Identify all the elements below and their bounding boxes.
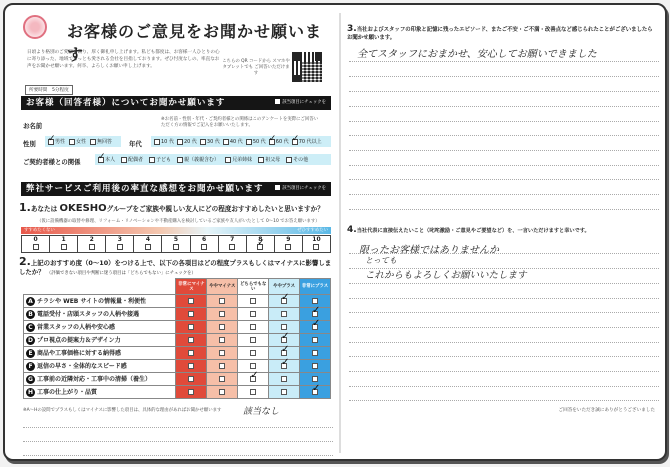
checkbox[interactable] [69,139,75,145]
answer-line[interactable] [349,150,659,151]
gender-options [45,136,121,147]
checkbox[interactable] [61,244,67,250]
q4-answer-line-3[interactable]: これからもよろしくお願いいたします [365,270,527,281]
checkbox[interactable] [246,139,252,145]
gender-option-female[interactable]: 女性 [69,138,86,145]
age-label: 年代 [129,140,142,148]
age-option-50[interactable]: 50 代 [246,138,266,145]
answer-line[interactable] [23,427,333,428]
name-label: お名前 [23,122,43,130]
checkbox[interactable] [188,337,194,343]
answer-line[interactable] [349,194,659,195]
checkbox[interactable] [149,157,155,163]
scale-option-4[interactable]: 4 [134,236,162,252]
checkbox-icon [275,185,280,190]
company-seal-icon [23,15,47,39]
q4-answer-line-1[interactable]: 限ったお客様ではありませんか [359,245,499,256]
checkbox[interactable] [188,311,194,317]
q4-title: 4.当社代表に直接伝えたいこと（叱咤激励・ご意見やご要望など）を、一言いただけますと幸いです。 [347,225,590,235]
checkbox[interactable] [188,389,194,395]
checkbox[interactable] [312,311,318,317]
checkbox[interactable] [177,157,183,163]
answer-line[interactable] [23,441,333,442]
checkbox[interactable] [154,139,160,145]
checkbox[interactable] [219,350,225,356]
checkbox[interactable] [281,350,287,356]
customer-section-title: お客様（回答者様）についてお聞かせ願います [26,98,226,108]
answer-line[interactable] [349,268,659,269]
relation-option-child[interactable]: 子ども [149,156,171,163]
checkbox-icon [275,99,280,104]
answer-line[interactable] [349,298,659,299]
answer-line[interactable] [349,327,659,328]
high-label: ぜひすすめたい [297,228,328,233]
relation-option-other[interactable]: その他 [286,156,308,163]
checkbox[interactable] [281,311,287,317]
relation-option-self[interactable]: ✓ 本人 [98,156,115,163]
checkbox[interactable] [188,324,194,330]
privacy-note: ※お名前・性別・年代・ご契約者様との関係はこのアンケートを実際にご回答いただく方の情報でご記入をお願いいたします。 [161,117,319,128]
checkbox[interactable] [250,324,256,330]
checkbox[interactable] [250,389,256,395]
checkbox[interactable] [281,376,287,382]
answer-line[interactable] [349,165,659,166]
col-neutral: どちらでもない [238,279,269,295]
scale-option-5[interactable]: 5 [162,236,190,252]
checkbox[interactable] [250,363,256,369]
checkbox[interactable] [219,376,225,382]
checkbox[interactable] [121,157,127,163]
right-panel [347,11,663,461]
checkbox[interactable] [177,139,183,145]
answer-line[interactable] [23,455,333,456]
q1-title: 1.あなたは OKESHOグループをご家族や親しい友人にどの程度おすすめしたいと思いますか？ [19,201,324,214]
col-very-negative: 非常にマイナス [176,279,207,295]
table-row: C 営業スタッフの人柄や安心感 ✓ [24,321,331,334]
checkbox[interactable] [188,350,194,356]
checkbox[interactable] [219,311,225,317]
table-row: F 返信の早さ・全体的なスピード感 ✓ [24,360,331,373]
service-section-header [21,182,331,196]
scale-option-10[interactable]: 10 [303,236,330,252]
recommend-scale-gradient [21,227,331,234]
checkbox[interactable] [98,157,104,163]
checkbox[interactable] [219,389,225,395]
checkbox[interactable] [257,244,263,250]
impact-table [23,278,331,399]
answer-line[interactable] [349,106,659,107]
scale-option-8[interactable] [247,236,275,252]
customer-section-header [21,96,331,110]
table-row: E 商品や工事価格に対する納得感 ✓ [24,347,331,360]
scale-option-0[interactable]: 0 [22,236,50,252]
thanks-text: ご回答をいただき誠にありがとうございました [558,408,655,413]
intro-text: 日頃より格別のご愛顧を賜り、厚く御礼申し上げます。私ども都度は、お客様一人ひとりの心に寄り添った、地域でもっとも愛される会社を目指しております。ぜひ忖度なしの、率直なお声をお聞かせ願います。何卒、よろしくお願い申し上げます。 [27,50,220,69]
checkbox[interactable] [117,244,123,250]
checkbox[interactable] [188,363,194,369]
checkbox[interactable] [145,244,151,250]
age-options [151,136,331,147]
scale-option-6[interactable]: 6 [191,236,219,252]
checkbox[interactable] [219,324,225,330]
answer-line[interactable] [349,76,659,77]
age-option-20[interactable]: 20 代 [177,138,197,145]
q3-answer[interactable]: 全てスタッフにおまかせ、安心してお願いできました [357,49,597,60]
checkbox[interactable] [312,389,318,395]
answer-line[interactable] [349,371,659,372]
checkbox[interactable] [89,244,95,250]
relation-options [95,154,331,165]
q2-footnote: ※A〜Hの設問でプラスもしくはマイナスに影響した項目は、具体的な理由があればお聞かせ願います [23,408,222,413]
low-label: すすめたくない [24,228,55,233]
relation-option-parent[interactable]: 親（義親含む） [177,156,219,163]
checkbox[interactable] [286,157,292,163]
q1-subtitle: （仮に設備機器の取替や修理、リフォーム・リノベーションや不動産購入を検討しているご家族や友人がいたとして 0〜10 でお答え願います） [37,219,320,224]
checkbox[interactable] [281,324,287,330]
checkbox[interactable] [250,311,256,317]
answer-line[interactable] [349,179,659,180]
recommend-scale [21,235,331,253]
checkbox[interactable] [312,350,318,356]
table-row: A チラシや WEB サイトの情報量・利便性 ✓ [24,295,331,308]
checkbox[interactable] [250,376,256,382]
checkbox[interactable] [219,337,225,343]
scale-option-1[interactable]: 1 [50,236,78,252]
table-row: B 電話受付・店頭スタッフの人柄や接遇 ✓ [24,308,331,321]
relation-option-spouse[interactable]: 配偶者 [121,156,143,163]
answer-line[interactable] [349,312,659,313]
answer-line[interactable] [349,121,659,122]
checkbox[interactable] [285,244,291,250]
answer-line[interactable] [349,386,659,387]
checkbox[interactable] [312,337,318,343]
age-option-30[interactable]: 30 代 [200,138,220,145]
q3-title: 3.当社およびスタッフの印象と記憶に残ったエピソード、またご不安・ご不満・改善点など感じられたことがございましたらお聞かせ願います。 [347,24,653,41]
relation-option-grandparent[interactable]: 祖父母 [258,156,280,163]
checkbox[interactable] [312,324,318,330]
answer-line[interactable] [349,342,659,343]
checkbox[interactable] [201,244,207,250]
checkbox[interactable] [292,139,298,145]
qr-note: こちらの QR コードから スマホやタブレットでも ご回答いただけます [222,59,290,76]
scale-option-7[interactable]: 7 [219,236,247,252]
age-option-70plus[interactable]: ✓ 70 代以上 [292,138,322,145]
gender-option-male[interactable]: ✓ 男性 [48,138,65,145]
relation-label: ご契約者様との関係 [23,158,81,166]
check-hint: 該当項目にチェックを [275,96,326,110]
checkbox[interactable] [269,139,275,145]
gender-option-none[interactable]: 無回答 [90,138,112,145]
checkbox[interactable] [219,363,225,369]
checkbox[interactable] [281,337,287,343]
answer-line[interactable] [349,253,659,254]
checkbox[interactable] [312,363,318,369]
age-option-40[interactable]: 40 代 [223,138,243,145]
table-row: G 工事前の近隣対応・工事中の清掃（養生） ✓ [24,373,331,386]
gender-label: 性別 [23,140,36,148]
col-slightly-positive: ややプラス [269,279,300,295]
q2-title: 2.上記のおすすめ度（0〜10）をつける上で、以下の各項目はどの程度プラスもしくはマイナスに影響しましたか？ （評価できない項目や判断に迷う項目は「どちらでもない」にチェックを） [19,255,332,276]
page-title: お客様のご意見をお聞かせ願います [67,22,323,64]
checkbox[interactable] [281,363,287,369]
checkbox[interactable] [33,244,39,250]
checkbox[interactable] [281,389,287,395]
col-very-positive: 非常にプラス [300,279,331,295]
checkbox[interactable] [313,244,319,250]
service-section-title: 弊社サービスご利用後の率直な感想をお聞かせ願います [26,184,264,194]
q4-answer-line-2[interactable]: とっても [365,256,397,265]
col-slightly-negative: ややマイナス [207,279,238,295]
answer-line[interactable] [349,135,659,136]
survey-sheet [3,3,667,461]
scale-option-3[interactable]: 3 [106,236,134,252]
checkbox[interactable] [312,376,318,382]
checkbox[interactable] [258,157,264,163]
answer-line[interactable] [349,283,659,284]
checkbox[interactable] [250,337,256,343]
table-row: D プロ視点の提案力＆デザイン力 ✓ [24,334,331,347]
checkbox[interactable] [229,244,235,250]
checkbox[interactable] [250,298,256,304]
checkbox[interactable] [219,298,225,304]
check-hint: 該当項目にチェックを [275,182,326,196]
checkbox[interactable] [90,139,96,145]
column-divider [339,13,341,453]
scale-option-2[interactable]: 2 [78,236,106,252]
age-option-60[interactable]: ✓ 60 代 [269,138,289,145]
qr-code-icon[interactable] [291,51,323,83]
checkbox[interactable] [250,350,256,356]
answer-line[interactable] [349,209,659,210]
handwritten-note: 該当なし [243,407,280,417]
answer-line[interactable] [349,61,659,62]
left-panel [11,11,337,461]
relation-option-sibling[interactable]: 兄弟姉妹 [225,156,252,163]
checkbox[interactable] [173,244,179,250]
checkbox[interactable] [312,298,318,304]
table-row: H 工事の仕上がり・品質 ✓ [24,386,331,399]
checkbox[interactable] [225,157,231,163]
checkbox[interactable] [188,376,194,382]
checkbox[interactable] [281,298,287,304]
age-option-10[interactable]: 10 代 [154,138,174,145]
scale-option-9[interactable]: 9 [275,236,303,252]
checkbox[interactable] [200,139,206,145]
checkbox[interactable] [223,139,229,145]
answer-line[interactable] [349,400,659,401]
answer-line[interactable] [349,91,659,92]
duration-badge: 所要時間 5分程度 [25,85,73,95]
checkbox[interactable] [48,139,54,145]
answer-line[interactable] [349,356,659,357]
checkbox[interactable] [188,298,194,304]
